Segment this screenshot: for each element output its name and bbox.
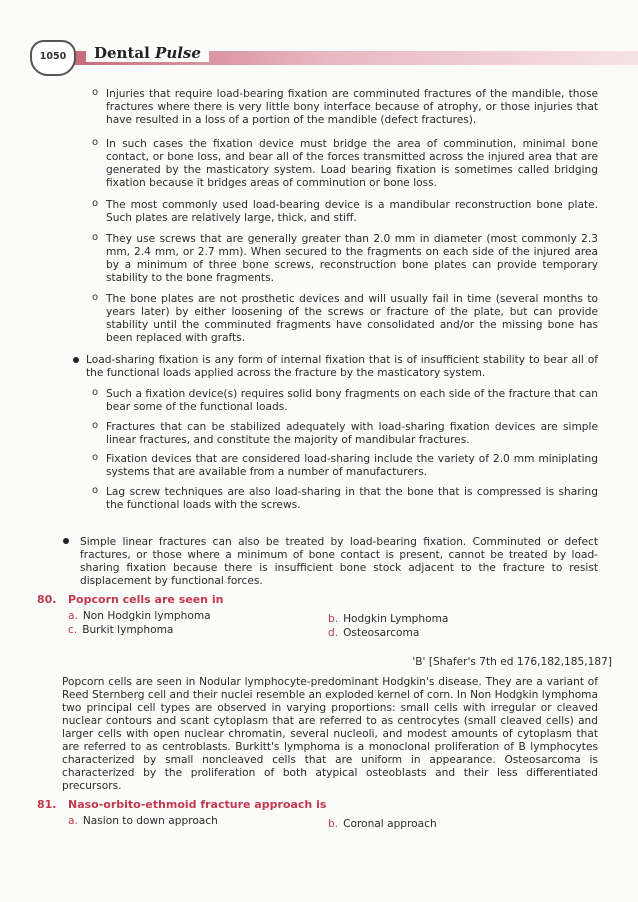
option-a	[68, 610, 211, 622]
bullet-text: Simple linear fractures can also be treated by load-bearing fixation. Comminuted or defect fractures, or those where a minimum of bone contact is present, cannot be treated by load-sharing fixation because there is insufficient bone stock adjacent to the fracture to resist displacement by functional forces.	[80, 536, 598, 587]
option-b	[328, 818, 437, 830]
sub-bullet-icon: o	[92, 387, 99, 398]
sub-bullet-icon: o	[92, 137, 99, 148]
question-number: 81.	[37, 798, 57, 811]
brand-word-2: Pulse	[155, 44, 201, 62]
bullet-text: The most commonly used load-bearing device is a mandibular reconstruction bone plate. Such plates are relatively large, thick, and stiff.	[106, 199, 598, 224]
option-text: Coronal approach	[343, 818, 437, 830]
bullet-text: Such a fixation device(s) requires solid bony fragments on each side of the fracture that can bear some of the functional loads.	[106, 388, 598, 413]
option-text: Burkit lymphoma	[82, 624, 174, 636]
option-letter: d.	[328, 627, 339, 639]
sub-bullet-icon: o	[92, 232, 99, 243]
bullet-text: Injuries that require load-bearing fixation are comminuted fractures of the mandible, those fractures where there is very little bony interface because of atrophy, or those injuries that have resulted in a loss of a portion of the mandible (defect fractures).	[106, 88, 598, 126]
explanation-text: Popcorn cells are seen in Nodular lymphocyte-predominant Hodgkin's disease. They are a variant of Reed Sternberg cell and their nuclei resemble an exploded kernel of corn. In Non Hodgkin lymphoma two principal cell types are observed in varying proportions: small cells with irregular or cleaved nuclear contours and scant cytoplasm that are referred to as centrocytes (small cleaved cells) and larger cells with open nuclear chromatin, several nucleoli, and modest amounts of cytoplasm that are referred to as centroblasts. Burkitt's lymphoma is a monoclonal proliferation of B lymphocytes characterized by small noncleaved cells that are uniform in appearance. Osteosarcoma is characterized by the proliferation of both atypical osteoblasts and their less differentiated precursors.	[62, 676, 598, 792]
option-d	[328, 627, 419, 639]
bullet-text: In such cases the fixation device must bridge the area of comminution, minimal bone contact, or bone loss, and bear all of the forces transmitted across the injured area that are generated by the masticatory system. Load bearing fixation is sometimes called bridging fixation because it bridges areas of comminution or bone loss.	[106, 138, 598, 189]
answer-reference: 'B' [Shafer's 7th ed 176,182,185,187]	[412, 656, 612, 668]
option-a	[68, 815, 218, 827]
option-letter: c.	[68, 624, 78, 636]
sub-bullet-icon: o	[92, 420, 99, 431]
bullet-text: Load-sharing fixation is any form of internal fixation that is of insufficient stability to bear all of the functional loads applied across the fracture by the masticatory system.	[86, 354, 598, 379]
sub-bullet-icon: o	[92, 452, 99, 463]
option-letter: b.	[328, 613, 339, 625]
bullet-icon	[73, 357, 79, 363]
option-text: Non Hodgkin lymphoma	[82, 610, 211, 622]
bullet-text: They use screws that are generally greater than 2.0 mm in diameter (most commonly 2.3 mm, 2.4 mm, or 2.7 mm). When secured to the fragments on each side of the injured area by a minimum of three bone screws, reconstruction bone plates can provide temporary stability to the bone fragments.	[106, 233, 598, 284]
option-text: Hodgkin Lymphoma	[343, 613, 449, 625]
question-text: Naso-orbito-ethmoid fracture approach is	[68, 798, 327, 811]
option-text: Nasion to down approach	[82, 815, 218, 827]
bullet-icon	[63, 538, 69, 544]
bullet-text: The bone plates are not prosthetic devices and will usually fail in time (several months to years later) by either loosening of the screws or fracture of the plate, but can provide stability until the comminuted fragments have consolidated and/or the missing bone has been replaced with grafts.	[106, 293, 598, 344]
sub-bullet-icon: o	[92, 292, 99, 303]
option-c	[68, 624, 173, 636]
option-b	[328, 613, 448, 625]
bullet-text: Fixation devices that are considered load-sharing include the variety of 2.0 mm miniplating systems that are available from a number of manufacturers.	[106, 453, 598, 478]
sub-bullet-icon: o	[92, 87, 99, 98]
bullet-text: Fractures that can be stabilized adequately with load-sharing fixation devices are simple linear fractures, and constitute the majority of mandibular fractures.	[106, 421, 598, 446]
sub-bullet-icon: o	[92, 485, 99, 496]
question-text: Popcorn cells are seen in	[68, 593, 224, 606]
question-number: 80.	[37, 593, 57, 606]
brand-word-1: Dental	[94, 44, 150, 62]
bullet-text: Lag screw techniques are also load-sharing in that the bone that is compressed is sharing the functional loads with the screws.	[106, 486, 598, 511]
option-letter: b.	[328, 818, 339, 830]
sub-bullet-icon: o	[92, 198, 99, 209]
page-number: 1050	[39, 51, 67, 62]
option-text: Osteosarcoma	[343, 627, 420, 639]
option-letter: a.	[68, 610, 78, 622]
option-letter: a.	[68, 815, 78, 827]
